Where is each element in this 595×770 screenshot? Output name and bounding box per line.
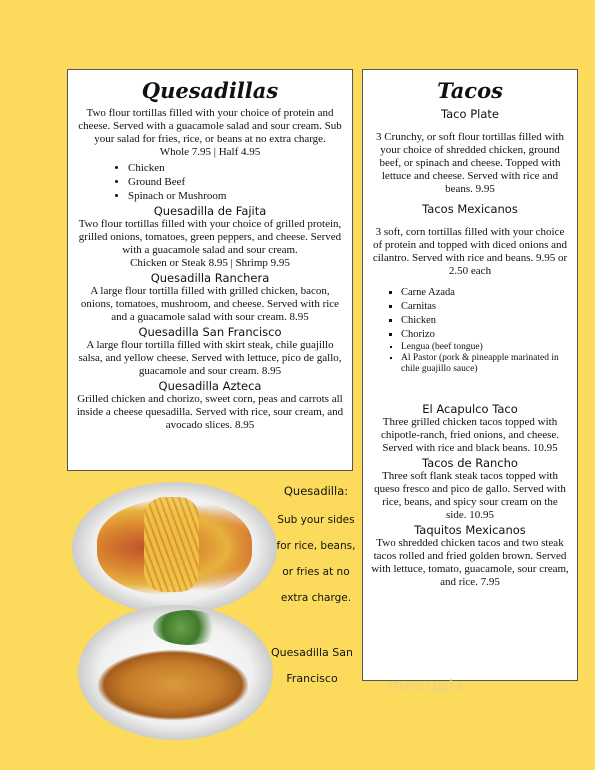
- quesadillas-price: Whole 7.95 | Half 4.95: [159, 146, 261, 158]
- item-name: Taquitos Mexicanos: [414, 523, 526, 537]
- item-description: Grilled chicken and chorizo, sweet corn, peas and carrots all inside a cheese quesadilla. Served with rice, sour cream, and avocado slices. 8.95: [76, 393, 344, 431]
- item-name: Quesadilla San Francisco: [138, 325, 282, 339]
- item-price: Chicken or Steak 8.95 | Shrimp 9.95: [130, 257, 290, 269]
- quesadillas-intro: Two flour tortillas filled with your choice of protein and cheese. Served with a guacamole salad and sour cream. Sub your salad for fries, rice, or beans at no extra charge.: [78, 107, 342, 145]
- item-name: Quesadilla de Fajita: [153, 204, 267, 218]
- list-item: ▪ Chorizo: [401, 328, 569, 342]
- item-description: 3 soft, corn tortillas filled with your choice of protein and topped with diced onions and cilantro. Served with rice and beans. 9.95 or 2.50 each: [372, 226, 568, 277]
- watermark: menupix: [388, 676, 465, 695]
- item-description: Two shredded chicken tacos and two steak tacos rolled and fried golden brown. Served with lettuce, tomato, guacamole, sour cream, and rice. 7.95: [371, 537, 569, 588]
- list-item: ▪ Al Pastor (pork & pineapple marinated in chile guajillo sauce): [401, 353, 569, 375]
- item-name: Quesadilla Azteca: [158, 379, 262, 393]
- list-item: • Chicken: [128, 161, 344, 175]
- item-name: El Acapulco Taco: [422, 402, 518, 416]
- side-caption-line: Sub your sides: [277, 514, 355, 526]
- list-item: ▪ Lengua (beef tongue): [401, 342, 569, 353]
- list-item: ▪ Carne Azada: [401, 286, 569, 300]
- quesadilla-image: [98, 650, 248, 720]
- taco-protein-list: [371, 286, 569, 375]
- side-caption-line: extra charge.: [280, 592, 352, 604]
- photo-caption-line: Quesadilla San: [271, 646, 353, 659]
- salad-image: [153, 610, 223, 645]
- item-description: Three soft flank steak tacos topped with queso fresco and pico de gallo. Served with rice, beans, and spicy sour cream on the side. 10.95: [374, 470, 566, 521]
- item-name: Taco Plate: [441, 107, 499, 121]
- item-description: A large flour tortilla filled with grilled chicken, bacon, onions, tomatoes, mushroom, and cheese. Served with rice and a guacamole salad with sour cream. 8.95: [80, 285, 340, 323]
- list-item: ▪ Carnitas: [401, 300, 569, 314]
- list-item: • Ground Beef: [128, 175, 344, 189]
- tacos-panel: [362, 69, 578, 681]
- item-description: Two flour tortillas filled with your choice of grilled protein, grilled onions, tomatoes, green peppers, and cheese. Served with a guacamole salad and sour cream.: [78, 218, 342, 256]
- item-description: Three grilled chicken tacos topped with chipotle-ranch, fried onions, and cheese. Served with rice and black beans. 10.95: [380, 416, 560, 454]
- san-francisco-plate-photo: [78, 605, 273, 740]
- item-description: 3 Crunchy, or soft flour tortillas filled with your choice of shredded chicken, ground beef, or spinach and cheese. Topped with lettuce and cheese. Served with rice and beans. 9.95: [375, 131, 565, 195]
- quesadillas-title: Quesadillas: [141, 78, 279, 103]
- protein-options-list: [76, 161, 344, 203]
- item-name: Tacos de Rancho: [422, 456, 518, 470]
- list-item: ▪ Chicken: [401, 314, 569, 328]
- quesadilla-plate-photo: [72, 482, 277, 614]
- fries-image: [144, 497, 199, 592]
- item-name: Quesadilla Ranchera: [150, 271, 270, 285]
- item-description: A large flour tortilla filled with skirt steak, chile guajillo salsa, and yellow cheese. Served with lettuce, pico de gallo, guacamole and sour cream. 8.95: [78, 339, 342, 377]
- side-caption-line: or fries at no: [282, 566, 350, 578]
- list-item: • Spinach or Mushroom: [128, 189, 344, 203]
- side-caption-line: for rice, beans,: [276, 540, 356, 552]
- quesadillas-panel: [67, 69, 353, 471]
- item-name: Tacos Mexicanos: [422, 202, 518, 216]
- tacos-title: Tacos: [437, 78, 503, 103]
- side-caption-title: Quesadilla:: [283, 484, 349, 498]
- photo-caption-line: Francisco: [286, 672, 338, 685]
